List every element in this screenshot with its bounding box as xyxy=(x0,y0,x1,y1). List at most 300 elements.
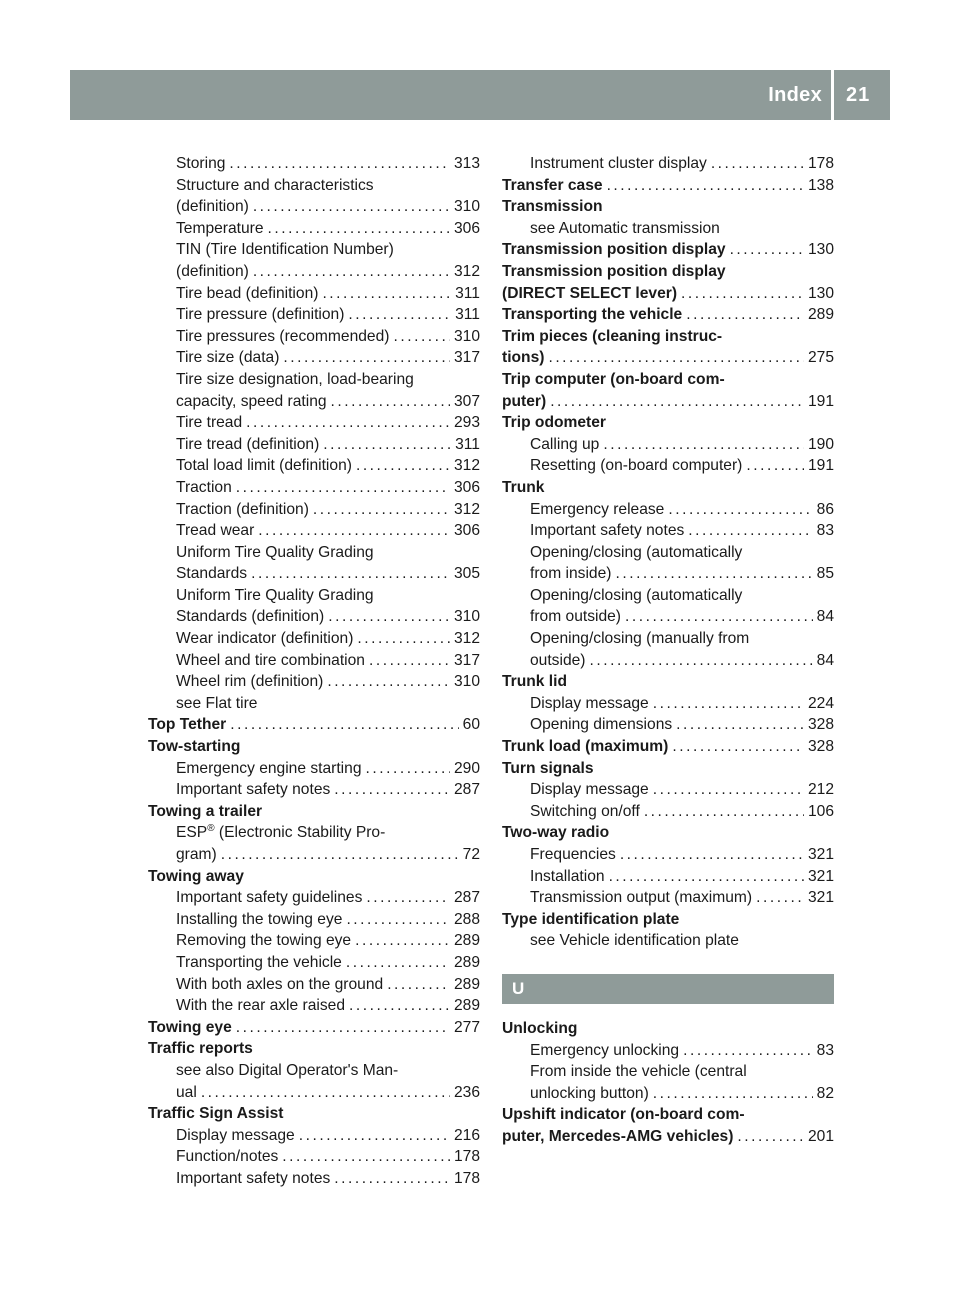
entry-text: Turn signals xyxy=(502,759,594,777)
page-ref: 311 xyxy=(455,306,480,324)
index-entry xyxy=(502,391,834,413)
entry-text: Display message xyxy=(530,781,649,799)
page-ref: 317 xyxy=(453,349,480,367)
entry-text: Upshift indicator (on-board com- xyxy=(502,1106,745,1124)
page-ref: 275 xyxy=(807,349,834,367)
index-entry xyxy=(502,283,834,305)
page-ref: 307 xyxy=(453,392,480,410)
page-ref: 288 xyxy=(453,910,480,928)
dot-leader xyxy=(313,499,450,521)
entry-text: Towing away xyxy=(148,867,244,885)
index-subentry xyxy=(148,585,480,607)
index-subentry xyxy=(502,520,834,542)
entry-text: Display message xyxy=(530,694,649,712)
index-entry xyxy=(502,175,834,197)
dot-leader xyxy=(676,714,804,736)
entry-text: Tow-starting xyxy=(148,738,241,756)
entry-text: Calling up xyxy=(530,435,600,453)
entry-text: Transmission output (maximum) xyxy=(530,889,753,907)
dot-leader xyxy=(282,1146,450,1168)
index-subentry xyxy=(148,650,480,672)
dot-leader xyxy=(653,779,804,801)
index-subentry xyxy=(148,499,480,521)
page-ref: 86 xyxy=(816,500,834,518)
entry-text: Transmission position display xyxy=(502,262,726,280)
page-ref: 290 xyxy=(453,759,480,777)
page-ref: 224 xyxy=(807,694,834,712)
index-entry xyxy=(502,477,834,499)
entry-text: Standards xyxy=(176,565,248,583)
index-subentry xyxy=(148,196,480,218)
entry-text: Uniform Tire Quality Grading xyxy=(176,543,374,561)
dot-leader xyxy=(348,304,451,326)
dot-leader xyxy=(550,391,804,413)
index-subentry xyxy=(502,455,834,477)
dot-leader xyxy=(625,606,813,628)
page-ref: 312 xyxy=(453,500,480,518)
index-entry xyxy=(502,261,834,283)
entry-text: Important safety notes xyxy=(176,1169,331,1187)
dot-leader xyxy=(258,520,450,542)
page-ref: 83 xyxy=(816,522,834,540)
index-subentry xyxy=(148,261,480,283)
index-entry xyxy=(502,304,834,326)
entry-text: (definition) xyxy=(176,198,249,216)
entry-text: Opening/closing (manually from xyxy=(530,630,750,648)
entry-text: Function/notes xyxy=(176,1148,279,1166)
entry-text: Total load limit (definition) xyxy=(176,457,352,475)
entry-text: Trip odometer xyxy=(502,414,606,432)
page-ref: 328 xyxy=(807,716,834,734)
entry-text: Trunk load (maximum) xyxy=(502,738,669,756)
index-subentry xyxy=(148,909,480,931)
dot-leader xyxy=(327,671,450,693)
index-subentry xyxy=(148,326,480,348)
entry-text: Transporting the vehicle xyxy=(176,953,342,971)
dot-leader xyxy=(730,239,804,261)
index-entry xyxy=(502,909,834,931)
dot-leader xyxy=(283,347,450,369)
index-entry xyxy=(148,866,480,888)
page-ref: 321 xyxy=(807,867,834,885)
entry-text: Transmission xyxy=(502,198,603,216)
entry-text: see Flat tire xyxy=(176,694,258,712)
dot-leader xyxy=(221,844,459,866)
page-ref: 178 xyxy=(807,155,834,172)
dot-leader xyxy=(683,1040,813,1062)
index-subentry xyxy=(148,369,480,391)
page-ref: 321 xyxy=(807,846,834,863)
entry-text: Traffic reports xyxy=(148,1040,253,1058)
entry-text: tions) xyxy=(502,349,545,367)
entry-text: Important safety notes xyxy=(530,522,685,540)
entry-text: Trunk lid xyxy=(502,673,567,691)
dot-leader xyxy=(366,758,450,780)
index-entry xyxy=(502,736,834,758)
page-ref: 305 xyxy=(453,565,480,583)
entry-text: Structure and characteristics xyxy=(176,176,374,194)
index-subentry xyxy=(502,693,834,715)
dot-leader xyxy=(668,499,812,521)
index-subentry xyxy=(502,887,834,909)
entry-text: see Automatic transmission xyxy=(530,219,720,237)
entry-text: Resetting (on-board computer) xyxy=(530,457,743,475)
index-entry xyxy=(148,1038,480,1060)
page-ref: 84 xyxy=(816,608,834,626)
dot-leader xyxy=(620,844,804,866)
entry-text: Tread wear xyxy=(176,522,255,540)
index-subentry xyxy=(148,347,480,369)
dot-leader xyxy=(746,455,804,477)
entry-text: Top Tether xyxy=(148,716,227,734)
index-entry xyxy=(148,1017,480,1039)
index-subentry xyxy=(148,628,480,650)
dot-leader xyxy=(387,974,450,996)
index-subentry xyxy=(148,175,480,197)
index-subentry xyxy=(148,1060,480,1082)
entry-text: Tire pressure (definition) xyxy=(176,306,345,324)
page-ref: 321 xyxy=(807,889,834,907)
index-subentry xyxy=(502,650,834,672)
entry-text: Temperature xyxy=(176,219,264,237)
dot-leader xyxy=(548,347,804,369)
page-ref: 311 xyxy=(455,284,480,302)
index-entry xyxy=(148,1103,480,1125)
index-column-right xyxy=(502,153,834,1148)
header-separator xyxy=(831,70,834,120)
index-subentry xyxy=(148,1082,480,1104)
index-entry xyxy=(502,1018,834,1040)
index-subentry xyxy=(148,1168,480,1190)
page-ref: 277 xyxy=(453,1018,480,1036)
page-ref: 310 xyxy=(453,198,480,216)
entry-text: see Vehicle identification plate xyxy=(530,932,739,950)
dot-leader xyxy=(253,196,450,218)
index-entry xyxy=(502,671,834,693)
page-ref: 289 xyxy=(453,953,480,971)
index-subentry xyxy=(148,304,480,326)
index-subentry xyxy=(502,1040,834,1062)
entry-text: Trim pieces (cleaning instruc- xyxy=(502,327,723,345)
page-ref: 178 xyxy=(453,1169,480,1187)
entry-text: Wheel rim (definition) xyxy=(176,673,324,691)
index-subentry xyxy=(502,714,834,736)
page-ref: 191 xyxy=(807,457,834,475)
entry-text: From inside the vehicle (central xyxy=(530,1063,747,1081)
index-subentry xyxy=(502,628,834,650)
entry-text: Transfer case xyxy=(502,176,603,194)
entry-text: Standards (definition) xyxy=(176,608,325,626)
page-ref: 310 xyxy=(453,673,480,691)
index-subentry xyxy=(148,606,480,628)
index-subentry xyxy=(502,1061,834,1083)
index-subentry xyxy=(502,930,834,952)
dot-leader xyxy=(236,1017,450,1039)
dot-leader xyxy=(672,736,804,758)
dot-leader xyxy=(653,1083,813,1105)
entry-text: puter, Mercedes-AMG vehicles) xyxy=(502,1127,734,1145)
entry-text: Traffic Sign Assist xyxy=(148,1105,284,1123)
dot-leader xyxy=(331,391,450,413)
dot-leader xyxy=(268,218,450,240)
entry-text: Important safety guidelines xyxy=(176,889,363,907)
entry-text: outside) xyxy=(530,651,586,669)
entry-text: puter) xyxy=(502,392,547,410)
dot-leader xyxy=(589,650,812,672)
entry-text: Towing a trailer xyxy=(148,802,263,820)
dot-leader xyxy=(299,1125,450,1147)
page-ref: 306 xyxy=(453,219,480,237)
entry-text: Wear indicator (definition) xyxy=(176,630,354,648)
entry-text: Traction (definition) xyxy=(176,500,309,518)
index-entry xyxy=(502,822,834,844)
index-entry xyxy=(148,736,480,758)
dot-leader xyxy=(688,520,812,542)
dot-leader xyxy=(346,909,450,931)
entry-text: Trip computer (on-board com- xyxy=(502,370,725,388)
entry-text: Traction xyxy=(176,478,232,496)
index-subentry xyxy=(148,283,480,305)
entry-text: (definition) xyxy=(176,262,249,280)
page-ref: 306 xyxy=(453,478,480,496)
index-entry xyxy=(502,239,834,261)
dot-leader xyxy=(251,563,450,585)
page-ref: 85 xyxy=(816,565,834,583)
entry-text: Towing eye xyxy=(148,1018,232,1036)
index-subentry xyxy=(148,779,480,801)
dot-leader xyxy=(711,153,804,175)
page-ref: 310 xyxy=(453,327,480,345)
page-number: 21 xyxy=(846,84,871,106)
entry-text: Removing the towing eye xyxy=(176,932,352,950)
index-subentry xyxy=(148,239,480,261)
dot-leader xyxy=(253,261,450,283)
dot-leader xyxy=(686,304,804,326)
index-subentry xyxy=(148,412,480,434)
page-ref: 72 xyxy=(462,846,480,863)
entry-text: Tire bead (definition) xyxy=(176,284,319,302)
index-subentry xyxy=(148,995,480,1017)
index-subentry xyxy=(502,866,834,888)
index-entry xyxy=(502,1126,834,1148)
page-ref: 212 xyxy=(807,781,834,799)
index-subentry xyxy=(502,1083,834,1105)
entry-text: from outside) xyxy=(530,608,621,626)
index-entry xyxy=(502,196,834,218)
index-subentry xyxy=(148,930,480,952)
entry-text: Transmission position display xyxy=(502,241,726,259)
page-ref: 312 xyxy=(453,457,480,475)
entry-text: Frequencies xyxy=(530,846,616,863)
page-ref: 201 xyxy=(807,1127,834,1145)
dot-leader xyxy=(369,650,450,672)
dot-leader xyxy=(334,779,450,801)
page-ref: 312 xyxy=(453,630,480,648)
entry-text: Wheel and tire combination xyxy=(176,651,365,669)
index-subentry xyxy=(502,153,834,175)
index-column-left xyxy=(148,153,480,1190)
dot-leader xyxy=(236,477,450,499)
entry-text: Tire tread (definition) xyxy=(176,435,320,453)
entry-text: Emergency unlocking xyxy=(530,1041,680,1059)
entry-text: capacity, speed rating xyxy=(176,392,327,410)
dot-leader xyxy=(603,434,804,456)
dot-leader xyxy=(607,175,804,197)
entry-text: Display message xyxy=(176,1126,295,1144)
index-subentry xyxy=(148,974,480,996)
entry-text: Opening/closing (automatically xyxy=(530,586,743,604)
section-header-u: U xyxy=(502,974,834,1004)
dot-leader xyxy=(653,693,804,715)
entry-text: Installing the towing eye xyxy=(176,910,343,928)
index-subentry xyxy=(148,952,480,974)
dot-leader xyxy=(356,455,450,477)
dot-leader xyxy=(349,995,450,1017)
index-entry xyxy=(148,714,480,736)
entry-text: ESP® (Electronic Stability Pro- xyxy=(176,823,386,842)
index-subentry xyxy=(148,477,480,499)
page-ref: 289 xyxy=(453,997,480,1015)
index-entry xyxy=(502,1104,834,1126)
page-ref: 306 xyxy=(453,522,480,540)
entry-text: Uniform Tire Quality Grading xyxy=(176,586,374,604)
page-ref: 311 xyxy=(455,435,480,453)
index-subentry xyxy=(148,218,480,240)
index-subentry xyxy=(502,218,834,240)
entry-text: gram) xyxy=(176,846,217,863)
entry-text: Opening/closing (automatically xyxy=(530,543,743,561)
page-ref: 289 xyxy=(453,932,480,950)
entry-text: Switching on/off xyxy=(530,802,640,820)
index-entry xyxy=(502,758,834,780)
index-subentry xyxy=(148,671,480,693)
page-ref: 287 xyxy=(453,781,480,799)
page-ref: 236 xyxy=(453,1083,480,1101)
dot-leader xyxy=(737,1126,804,1148)
entry-text: With the rear axle raised xyxy=(176,997,346,1015)
entry-text: Type identification plate xyxy=(502,910,680,928)
entry-text: Emergency release xyxy=(530,500,665,518)
index-subentry xyxy=(148,887,480,909)
page-ref: 216 xyxy=(453,1126,480,1144)
entry-text: Transporting the vehicle xyxy=(502,306,683,324)
dot-leader xyxy=(366,887,450,909)
dot-leader xyxy=(323,434,451,456)
page-ref: 82 xyxy=(816,1084,834,1102)
index-subentry xyxy=(148,1146,480,1168)
index-subentry xyxy=(148,822,480,844)
entry-text: Tire tread xyxy=(176,414,243,432)
index-subentry xyxy=(148,693,480,715)
index-subentry xyxy=(148,434,480,456)
page-ref: 312 xyxy=(453,262,480,280)
index-subentry xyxy=(502,499,834,521)
dot-leader xyxy=(346,952,450,974)
index-subentry xyxy=(148,455,480,477)
entry-text: Tire size (data) xyxy=(176,349,280,367)
index-entry xyxy=(502,412,834,434)
entry-text: TIN (Tire Identification Number) xyxy=(176,241,394,259)
index-entry xyxy=(502,369,834,391)
page-title: Index xyxy=(768,84,822,106)
index-subentry xyxy=(502,585,834,607)
entry-text: ual xyxy=(176,1083,197,1101)
entry-text: Two-way radio xyxy=(502,824,610,842)
dot-leader xyxy=(357,628,450,650)
index-entry xyxy=(502,347,834,369)
index-subentry xyxy=(502,606,834,628)
page-ref: 289 xyxy=(807,306,834,324)
page-ref: 190 xyxy=(807,435,834,453)
dot-leader xyxy=(393,326,449,348)
dot-leader xyxy=(334,1168,450,1190)
entry-text: Tire pressures (recommended) xyxy=(176,327,390,345)
dot-leader xyxy=(644,801,804,823)
entry-text: Important safety notes xyxy=(176,781,331,799)
index-subentry xyxy=(148,542,480,564)
index-subentry xyxy=(148,520,480,542)
index-entry xyxy=(148,801,480,823)
index-subentry xyxy=(148,391,480,413)
page-ref: 84 xyxy=(816,651,834,669)
dot-leader xyxy=(246,412,450,434)
page-ref: 287 xyxy=(453,889,480,907)
dot-leader xyxy=(609,866,804,888)
page-ref: 130 xyxy=(807,241,834,259)
page-ref: 83 xyxy=(816,1041,834,1059)
dot-leader xyxy=(615,563,812,585)
entry-text: With both axles on the ground xyxy=(176,975,384,993)
index-subentry xyxy=(502,563,834,585)
entry-text: Instrument cluster display xyxy=(530,155,707,172)
dot-leader xyxy=(201,1082,450,1104)
page-ref: 293 xyxy=(453,414,480,432)
entry-text: Trunk xyxy=(502,478,545,496)
dot-leader xyxy=(229,153,450,175)
entry-text: Storing xyxy=(176,155,226,172)
index-subentry xyxy=(502,434,834,456)
page-ref: 138 xyxy=(807,176,834,194)
dot-leader xyxy=(322,283,451,305)
page-ref: 60 xyxy=(462,716,480,734)
index-subentry xyxy=(148,153,480,175)
page-ref: 317 xyxy=(453,651,480,669)
page-ref: 178 xyxy=(453,1148,480,1166)
entry-text: Unlocking xyxy=(502,1019,578,1037)
entry-text: Tire size designation, load-bearing xyxy=(176,370,414,388)
index-subentry xyxy=(502,801,834,823)
index-subentry xyxy=(502,844,834,866)
index-subentry xyxy=(148,758,480,780)
page-ref: 313 xyxy=(453,155,480,172)
entry-text: Emergency engine starting xyxy=(176,759,362,777)
page-ref: 328 xyxy=(807,738,834,756)
index-subentry xyxy=(502,542,834,564)
dot-leader xyxy=(355,930,450,952)
page-ref: 130 xyxy=(807,284,834,302)
page-ref: 310 xyxy=(453,608,480,626)
index-subentry xyxy=(502,779,834,801)
entry-text: Installation xyxy=(530,867,605,885)
entry-text: see also Digital Operator's Man- xyxy=(176,1061,399,1079)
dot-leader xyxy=(681,283,804,305)
page-ref: 289 xyxy=(453,975,480,993)
index-subentry xyxy=(148,844,480,866)
index-entry xyxy=(502,326,834,348)
entry-text: (DIRECT SELECT lever) xyxy=(502,284,678,302)
page-ref: 191 xyxy=(807,392,834,410)
entry-text: from inside) xyxy=(530,565,612,583)
